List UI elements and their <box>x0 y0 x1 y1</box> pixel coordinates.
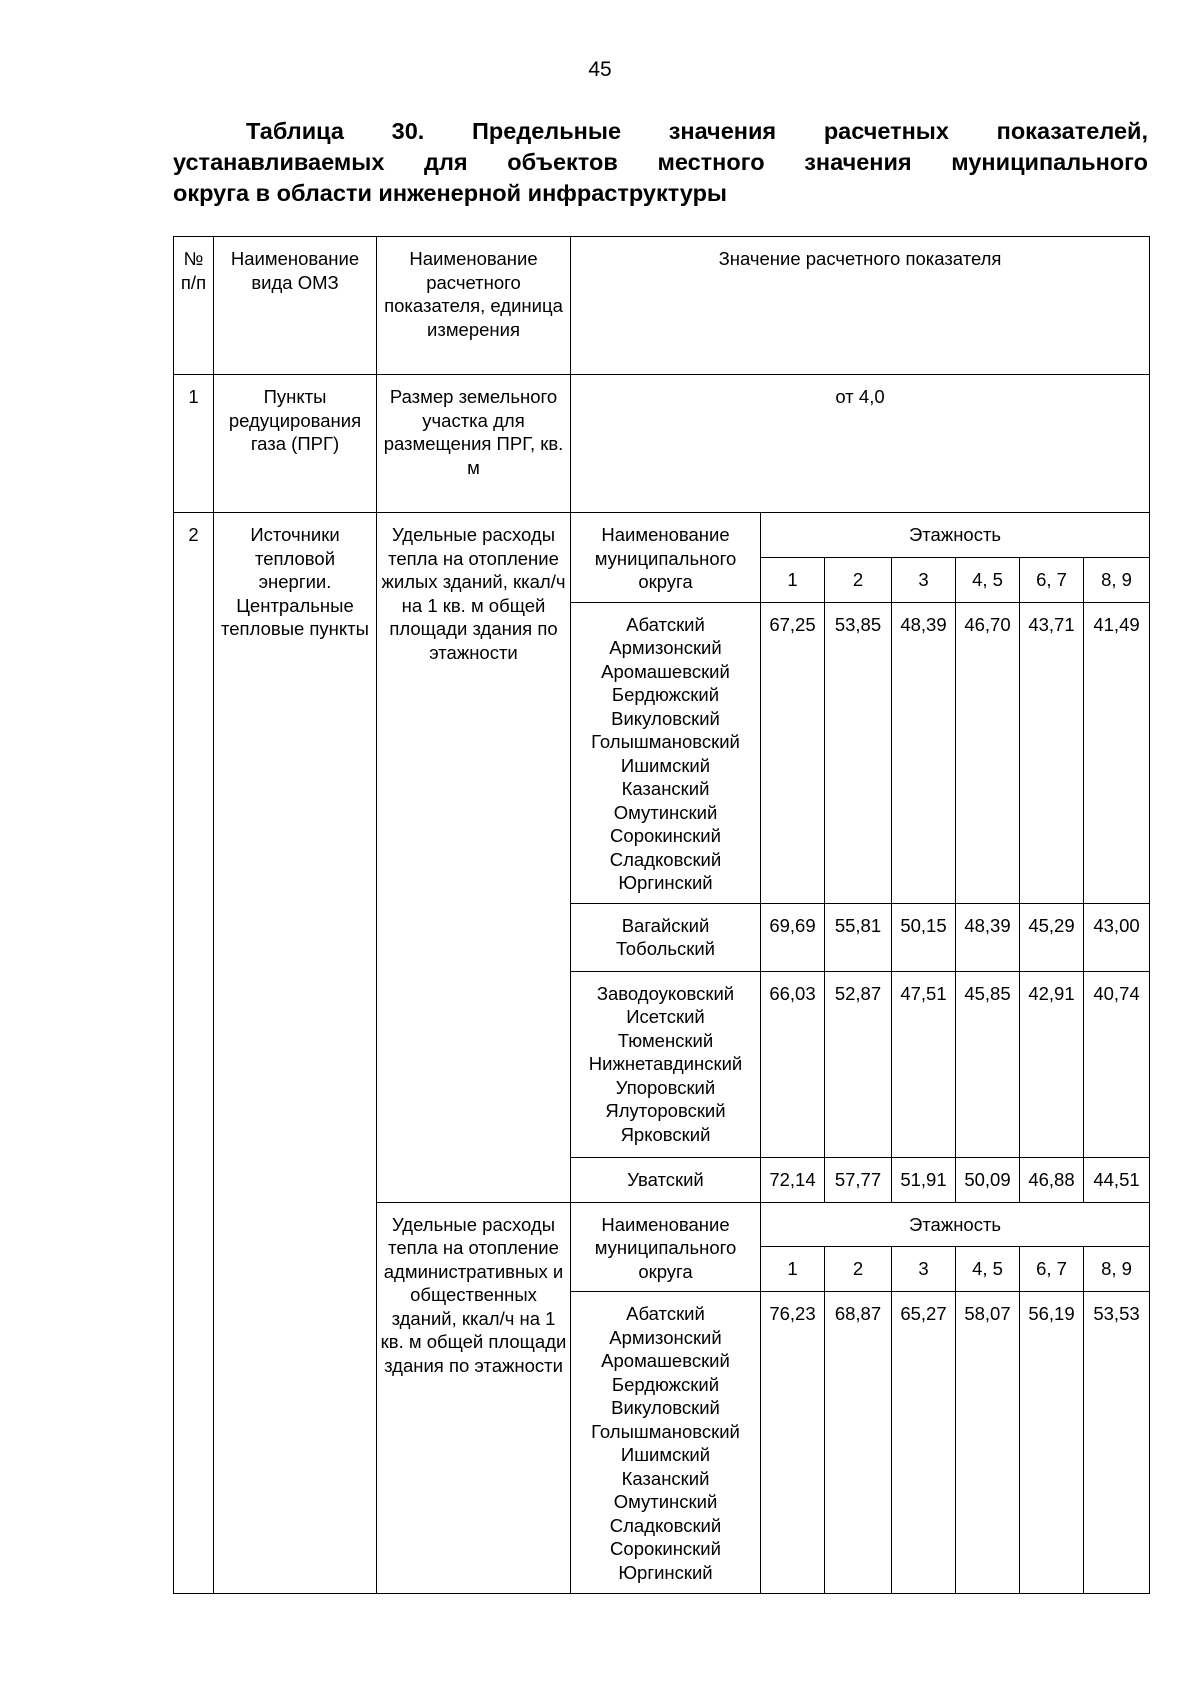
value-cell: 65,27 <box>892 1292 956 1594</box>
district-name: Бердюжский <box>611 684 720 705</box>
value-cell: 48,39 <box>956 903 1020 971</box>
floor-col: 6, 7 <box>1020 1247 1084 1292</box>
value-cell: 53,53 <box>1084 1292 1150 1594</box>
district-name: Уватский <box>627 1168 704 1190</box>
district-name: Нижнетавдинский <box>588 1053 743 1074</box>
row1-indicator: Размер земельного участка для размещения ПРГ, кв. м <box>377 375 571 513</box>
district-list <box>571 602 761 903</box>
value-cell: 46,70 <box>956 602 1020 903</box>
header-indicator: Наименование расчетного показателя, единица измерения <box>377 237 571 375</box>
district-name: Голышмановский <box>591 731 740 752</box>
floors-header: Этажность <box>761 1202 1150 1247</box>
value-cell: 41,49 <box>1084 602 1150 903</box>
row1-value: от 4,0 <box>571 375 1150 513</box>
value-cell: 51,91 <box>892 1157 956 1202</box>
district-name: Омутинский <box>613 1491 718 1512</box>
floor-col: 1 <box>761 557 825 602</box>
district-name: Казанский <box>621 778 710 799</box>
value-cell: 66,03 <box>761 971 825 1157</box>
floor-col: 3 <box>892 1247 956 1292</box>
district-name: Аромашевский <box>601 660 730 682</box>
district-list <box>571 1157 761 1202</box>
district-name: Юргинский <box>618 1561 713 1583</box>
district-name: Викуловский <box>611 707 720 729</box>
value-cell: 43,00 <box>1084 903 1150 971</box>
value-cell: 56,19 <box>1020 1292 1084 1594</box>
district-header: Наименование муниципального округа <box>571 1202 761 1292</box>
district-name: Тюменский <box>617 1029 714 1051</box>
floor-col: 4, 5 <box>956 1247 1020 1292</box>
district-name: Ишимский <box>620 1444 711 1465</box>
header-type: Наименование вида ОМЗ <box>214 237 377 375</box>
district-name: Упоровский <box>615 1076 716 1098</box>
district-name: Абатский <box>626 613 705 635</box>
value-cell: 58,07 <box>956 1292 1020 1594</box>
district-header: Наименование муниципального округа <box>571 513 761 603</box>
district-list <box>571 971 761 1157</box>
value-cell: 45,85 <box>956 971 1020 1157</box>
floor-col: 8, 9 <box>1084 557 1150 602</box>
value-cell: 48,39 <box>892 602 956 903</box>
district-name: Казанский <box>621 1467 710 1489</box>
value-cell: 40,74 <box>1084 971 1150 1157</box>
value-cell: 46,88 <box>1020 1157 1084 1202</box>
public-indicator: Удельные расходы тепла на отопление административных и общественных зданий, ккал/ч на 1 кв. м общей площади здания по этажности <box>377 1202 571 1594</box>
value-cell: 43,71 <box>1020 602 1084 903</box>
district-name: Бердюжский <box>611 1373 720 1395</box>
district-name: Голышмановский <box>591 1420 740 1442</box>
indicators-table <box>173 236 1150 1594</box>
district-name: Омутинский <box>613 801 718 823</box>
value-cell: 50,09 <box>956 1157 1020 1202</box>
district-name: Юргинский <box>618 872 713 893</box>
district-list <box>571 1292 761 1594</box>
header-value: Значение расчетного показателя <box>571 237 1150 375</box>
value-cell: 44,51 <box>1084 1157 1150 1202</box>
value-cell: 67,25 <box>761 602 825 903</box>
value-cell: 68,87 <box>825 1292 892 1594</box>
district-name: Сорокинский <box>610 825 721 846</box>
district-list <box>571 903 761 971</box>
floor-col: 1 <box>761 1247 825 1292</box>
district-name: Аромашевский <box>601 1350 730 1371</box>
district-name: Исетский <box>626 1006 705 1027</box>
district-name: Армизонский <box>609 1326 722 1348</box>
value-cell: 55,81 <box>825 903 892 971</box>
table-row <box>174 513 1150 558</box>
row1-num: 1 <box>174 375 214 513</box>
row1-type: Пункты редуцирования газа (ПРГ) <box>214 375 377 513</box>
district-name: Тобольский <box>615 938 716 959</box>
value-cell: 47,51 <box>892 971 956 1157</box>
district-name: Заводоуковский <box>596 982 735 1004</box>
row2-num: 2 <box>174 513 214 1594</box>
floor-col: 2 <box>825 1247 892 1292</box>
value-cell: 76,23 <box>761 1292 825 1594</box>
value-cell: 50,15 <box>892 903 956 971</box>
district-name: Ишимский <box>620 754 711 776</box>
district-name: Сладковский <box>609 848 722 870</box>
floor-col: 2 <box>825 557 892 602</box>
floor-col: 3 <box>892 557 956 602</box>
district-name: Сладковский <box>609 1514 722 1536</box>
district-name: Армизонский <box>609 637 722 658</box>
floor-col: 8, 9 <box>1084 1247 1150 1292</box>
value-cell: 53,85 <box>825 602 892 903</box>
district-name: Вагайский <box>621 914 710 936</box>
floor-col: 4, 5 <box>956 557 1020 602</box>
district-name: Абатский <box>626 1303 705 1324</box>
row2-type: Источники тепловой энергии. Центральные тепловые пункты <box>214 513 377 1594</box>
header-num: № п/п <box>174 237 214 375</box>
table-title <box>173 116 1148 209</box>
district-name: Ярковский <box>620 1123 711 1145</box>
district-name: Ялуторовский <box>605 1100 726 1121</box>
value-cell: 72,14 <box>761 1157 825 1202</box>
page-number: 45 <box>588 58 612 81</box>
title-line-3: округа в области инженерной инфраструктуры <box>173 180 727 206</box>
table-row <box>174 375 1150 513</box>
value-cell: 69,69 <box>761 903 825 971</box>
value-cell: 42,91 <box>1020 971 1084 1157</box>
value-cell: 45,29 <box>1020 903 1084 971</box>
value-cell: 52,87 <box>825 971 892 1157</box>
value-cell: 57,77 <box>825 1157 892 1202</box>
title-line-2: устанавливаемых для объектов местного значения муниципального <box>173 149 1148 175</box>
header-row <box>174 237 1150 375</box>
title-line-1: Таблица 30. Предельные значения расчетных показателей, <box>246 118 1148 144</box>
floors-header: Этажность <box>761 513 1150 558</box>
residential-indicator: Удельные расходы тепла на отопление жилых зданий, ккал/ч на 1 кв. м общей площади здания по этажности <box>377 513 571 1203</box>
district-name: Сорокинский <box>610 1538 721 1559</box>
district-name: Викуловский <box>611 1397 720 1418</box>
floor-col: 6, 7 <box>1020 557 1084 602</box>
